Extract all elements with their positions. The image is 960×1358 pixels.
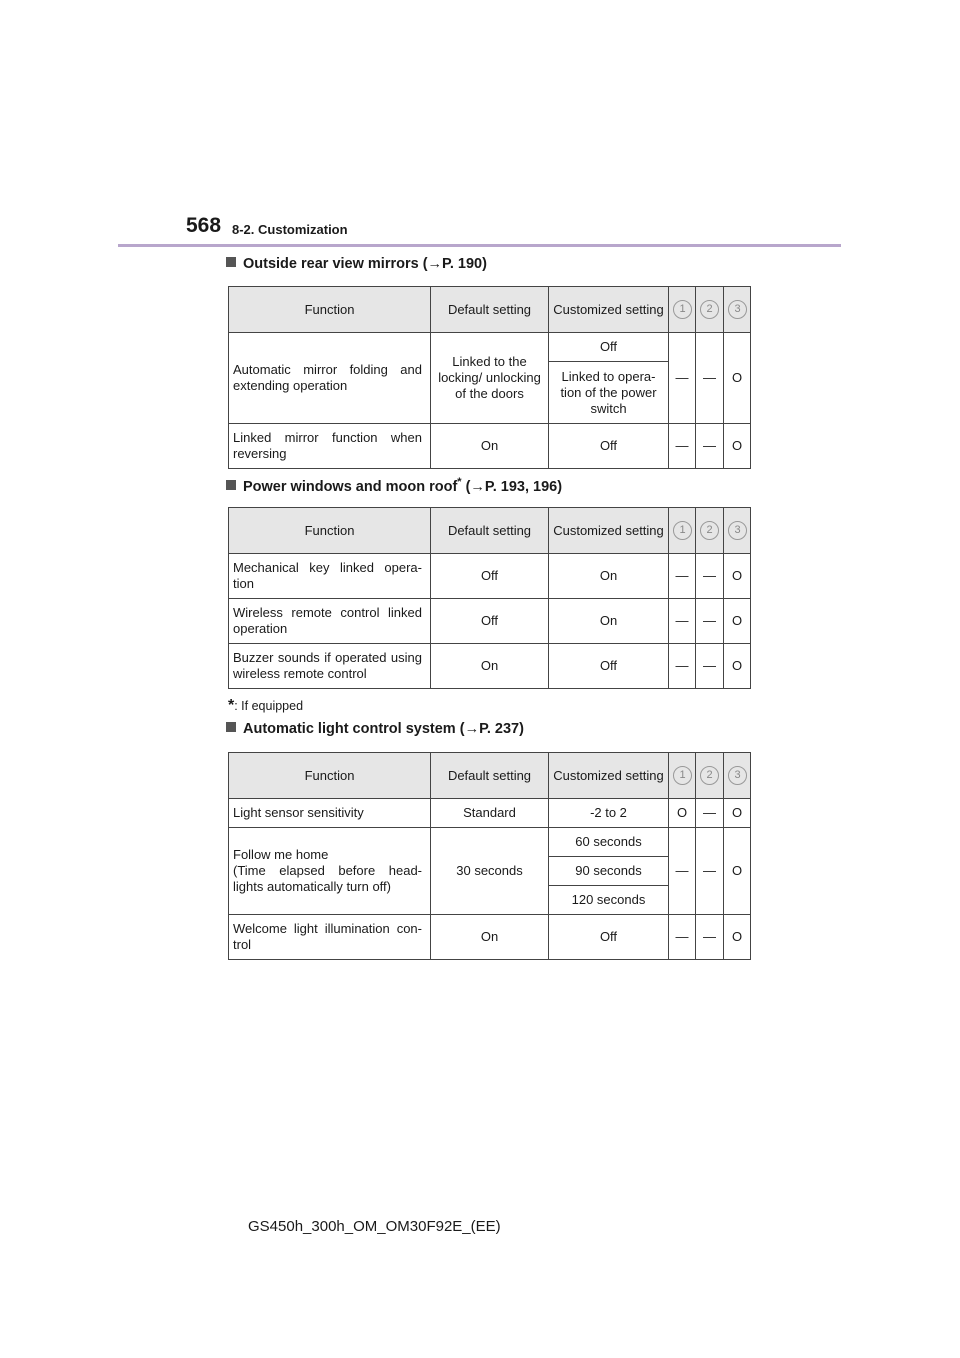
footer-model-code: GS450h_300h_OM_OM30F92E_(EE) — [248, 1218, 501, 1235]
circled-3-icon: 3 — [728, 300, 747, 319]
circled-1-icon: 1 — [673, 300, 692, 319]
heading-outside-mirrors: Outside rear view mirrors (→P. 190) — [226, 256, 487, 272]
bullet-square-icon — [226, 480, 236, 490]
bullet-square-icon — [226, 722, 236, 732]
col-header-default: Default setting — [431, 508, 549, 554]
footnote: *: If equipped — [228, 697, 304, 714]
table-power-windows: Function Default setting Customized setting 1 2 3 Mechanical key linked opera- tion Off On — — O Wireless remote control linked operation Off On — — O Buzzer sounds if operated using wireless remote control On Off — — O — [228, 507, 751, 689]
circled-3-icon: 3 — [728, 766, 747, 785]
col-header-customized: Customized setting — [549, 508, 669, 554]
col-header-default: Default setting — [431, 287, 549, 333]
function-cell: Wireless remote control linked operation — [229, 599, 431, 644]
function-cell: Automatic mirror folding and extending operation — [229, 333, 431, 424]
default-cell: Linked to the locking/ unlocking of the doors — [431, 333, 549, 424]
col-header-function: Function — [229, 508, 431, 554]
function-cell: Buzzer sounds if operated using wireless remote control — [229, 644, 431, 689]
col-header-function: Function — [229, 753, 431, 799]
section-title: 8-2. Customization — [232, 222, 348, 237]
col-header-default: Default setting — [431, 753, 549, 799]
circled-2-icon: 2 — [700, 521, 719, 540]
customized-cell: Linked to opera- tion of the power switch — [549, 362, 669, 424]
bullet-square-icon — [226, 257, 236, 267]
col-header-customized: Customized setting — [549, 753, 669, 799]
function-cell: Welcome light illumination con- trol — [229, 915, 431, 960]
table-outside-mirrors: Function Default setting Customized setting 1 2 3 Automatic mirror folding and extending operation Linked to the locking/ unlocking of the doors Off — — O Linked to opera- tion of the power switch Linked mirror function when reversing On Off — — O — [228, 286, 751, 469]
function-cell: Mechanical key linked opera- tion — [229, 554, 431, 599]
circled-2-icon: 2 — [700, 766, 719, 785]
function-cell: Follow me home (Time elapsed before head- lights automatically turn off) — [229, 828, 431, 915]
circled-3-icon: 3 — [728, 521, 747, 540]
circled-1-icon: 1 — [673, 521, 692, 540]
arrow-right-icon: → — [427, 256, 443, 272]
header-rule — [118, 244, 841, 247]
table-light-control: Function Default setting Customized setting 1 2 3 Light sensor sensitivity Standard -2 to 2 O — O Follow me home (Time elapsed before head- lights automatically turn off) 30 seconds 60 seconds — — O 90 seconds 120 seconds Welcome light illumination con- trol On Off — — O — [228, 752, 751, 960]
circled-2-icon: 2 — [700, 300, 719, 319]
arrow-right-icon: → — [464, 721, 480, 737]
function-cell: Light sensor sensitivity — [229, 799, 431, 828]
heading-light-control: Automatic light control system (→P. 237) — [226, 721, 524, 737]
customized-cell: Off — [549, 333, 669, 362]
circled-1-icon: 1 — [673, 766, 692, 785]
page-number: 568 — [186, 214, 222, 237]
function-cell: Linked mirror function when reversing — [229, 424, 431, 469]
col-header-function: Function — [229, 287, 431, 333]
heading-power-windows: Power windows and moon roof* (→P. 193, 196) — [226, 476, 562, 495]
col-header-customized: Customized setting — [549, 287, 669, 333]
